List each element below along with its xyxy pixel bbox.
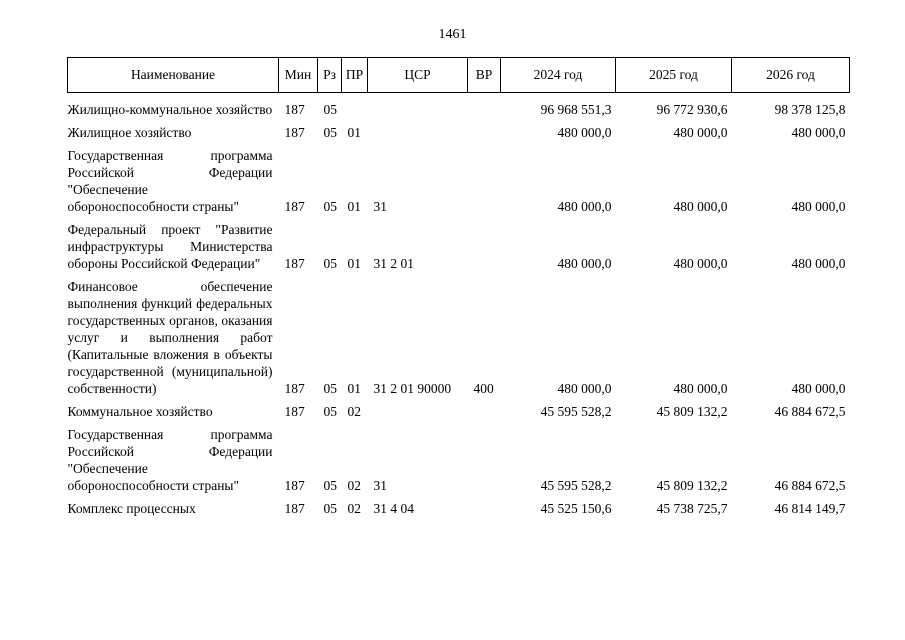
row-rz: 05 xyxy=(323,404,337,419)
table-row xyxy=(68,118,850,141)
row-min: 187 xyxy=(284,478,305,493)
row-2026: 46 814 149,7 xyxy=(774,501,846,516)
row-pr: 01 xyxy=(347,381,361,396)
header-min: Мин xyxy=(279,58,318,93)
row-pr xyxy=(342,93,368,119)
row-pr: 01 xyxy=(347,199,361,214)
header-2026: 2026 год xyxy=(732,58,850,93)
row-2024: 480 000,0 xyxy=(557,381,612,396)
row-min: 187 xyxy=(284,199,305,214)
row-2024: 480 000,0 xyxy=(557,256,612,271)
row-min: 187 xyxy=(284,102,305,117)
row-2026: 98 378 125,8 xyxy=(774,102,846,117)
row-vr xyxy=(468,93,501,119)
row-name: Жилищно-коммунальное хозяйство xyxy=(67,102,273,117)
header-vr: ВР xyxy=(468,58,501,93)
row-pr: 02 xyxy=(347,501,361,516)
header-name: Наименование xyxy=(68,58,279,93)
row-rz: 05 xyxy=(323,125,337,140)
row-2025: 45 738 725,7 xyxy=(656,501,728,516)
row-2025: 480 000,0 xyxy=(673,199,728,214)
row-pr: 02 xyxy=(347,478,361,493)
row-vr xyxy=(468,420,501,494)
row-vr xyxy=(468,494,501,517)
page-number: 1461 xyxy=(438,27,467,42)
table-row xyxy=(68,494,850,517)
row-2024: 96 968 551,3 xyxy=(540,102,612,117)
row-rz: 05 xyxy=(323,381,337,396)
row-name: Коммунальное хозяйство xyxy=(67,404,213,419)
row-vr xyxy=(468,141,501,215)
row-csr: 31 xyxy=(373,478,387,493)
row-csr: 31 xyxy=(373,199,387,214)
row-csr xyxy=(368,118,468,141)
row-2025: 480 000,0 xyxy=(673,256,728,271)
row-2026: 480 000,0 xyxy=(791,381,846,396)
row-2025: 96 772 930,6 xyxy=(656,102,728,117)
row-2026: 46 884 672,5 xyxy=(774,404,846,419)
row-pr: 01 xyxy=(347,256,361,271)
row-min: 187 xyxy=(284,501,305,516)
table-row xyxy=(68,215,850,272)
row-name: Жилищное хозяйство xyxy=(67,125,192,140)
row-2026: 46 884 672,5 xyxy=(774,478,846,493)
row-2026: 480 000,0 xyxy=(791,199,846,214)
row-name: Финансовое обеспечение выполнения функций федеральных государственных органов, оказания услуг и выполнения работ (Капитальные вложения в объекты государственной (муниципальной) собственности) xyxy=(67,279,273,396)
row-2025: 45 809 132,2 xyxy=(656,478,728,493)
row-2024: 480 000,0 xyxy=(557,199,612,214)
row-csr xyxy=(368,93,468,119)
row-name: Федеральный проект "Развитие инфраструктуры Министерства обороны Российской Федерации" xyxy=(67,222,273,271)
row-vr xyxy=(468,397,501,420)
row-2024: 480 000,0 xyxy=(557,125,612,140)
header-csr: ЦСР xyxy=(368,58,468,93)
budget-table xyxy=(67,57,850,517)
table-row xyxy=(68,272,850,397)
row-rz: 05 xyxy=(323,501,337,516)
row-vr xyxy=(468,118,501,141)
row-rz: 05 xyxy=(323,478,337,493)
row-min: 187 xyxy=(284,404,305,419)
row-2025: 45 809 132,2 xyxy=(656,404,728,419)
row-name: Государственная программа Российской Федерации "Обеспечение обороноспособности страны" xyxy=(67,427,273,493)
row-csr: 31 4 04 xyxy=(373,501,414,516)
row-vr xyxy=(468,215,501,272)
header-rz: Рз xyxy=(318,58,342,93)
row-min: 187 xyxy=(284,256,305,271)
row-csr xyxy=(368,397,468,420)
row-2024: 45 595 528,2 xyxy=(540,478,612,493)
row-rz: 05 xyxy=(323,102,337,117)
row-rz: 05 xyxy=(323,256,337,271)
row-name: Государственная программа Российской Федерации "Обеспечение обороноспособности страны" xyxy=(67,148,273,214)
row-2024: 45 525 150,6 xyxy=(540,501,612,516)
row-2026: 480 000,0 xyxy=(791,125,846,140)
row-min: 187 xyxy=(284,381,305,396)
row-csr: 31 2 01 xyxy=(373,256,414,271)
row-pr: 01 xyxy=(347,125,361,140)
row-2026: 480 000,0 xyxy=(791,256,846,271)
row-2024: 45 595 528,2 xyxy=(540,404,612,419)
row-pr: 02 xyxy=(347,404,361,419)
row-rz: 05 xyxy=(323,199,337,214)
row-2025: 480 000,0 xyxy=(673,381,728,396)
header-2025: 2025 год xyxy=(616,58,732,93)
row-vr: 400 xyxy=(473,381,494,396)
row-min: 187 xyxy=(284,125,305,140)
row-csr: 31 2 01 90000 xyxy=(373,381,452,396)
header-pr: ПР xyxy=(342,58,368,93)
row-name: Комплекс процессных xyxy=(67,501,196,516)
header-2024: 2024 год xyxy=(501,58,616,93)
table-row xyxy=(68,420,850,494)
table-row xyxy=(68,141,850,215)
table-row xyxy=(68,397,850,420)
header-row xyxy=(68,58,850,93)
table-row xyxy=(68,93,850,119)
row-2025: 480 000,0 xyxy=(673,125,728,140)
